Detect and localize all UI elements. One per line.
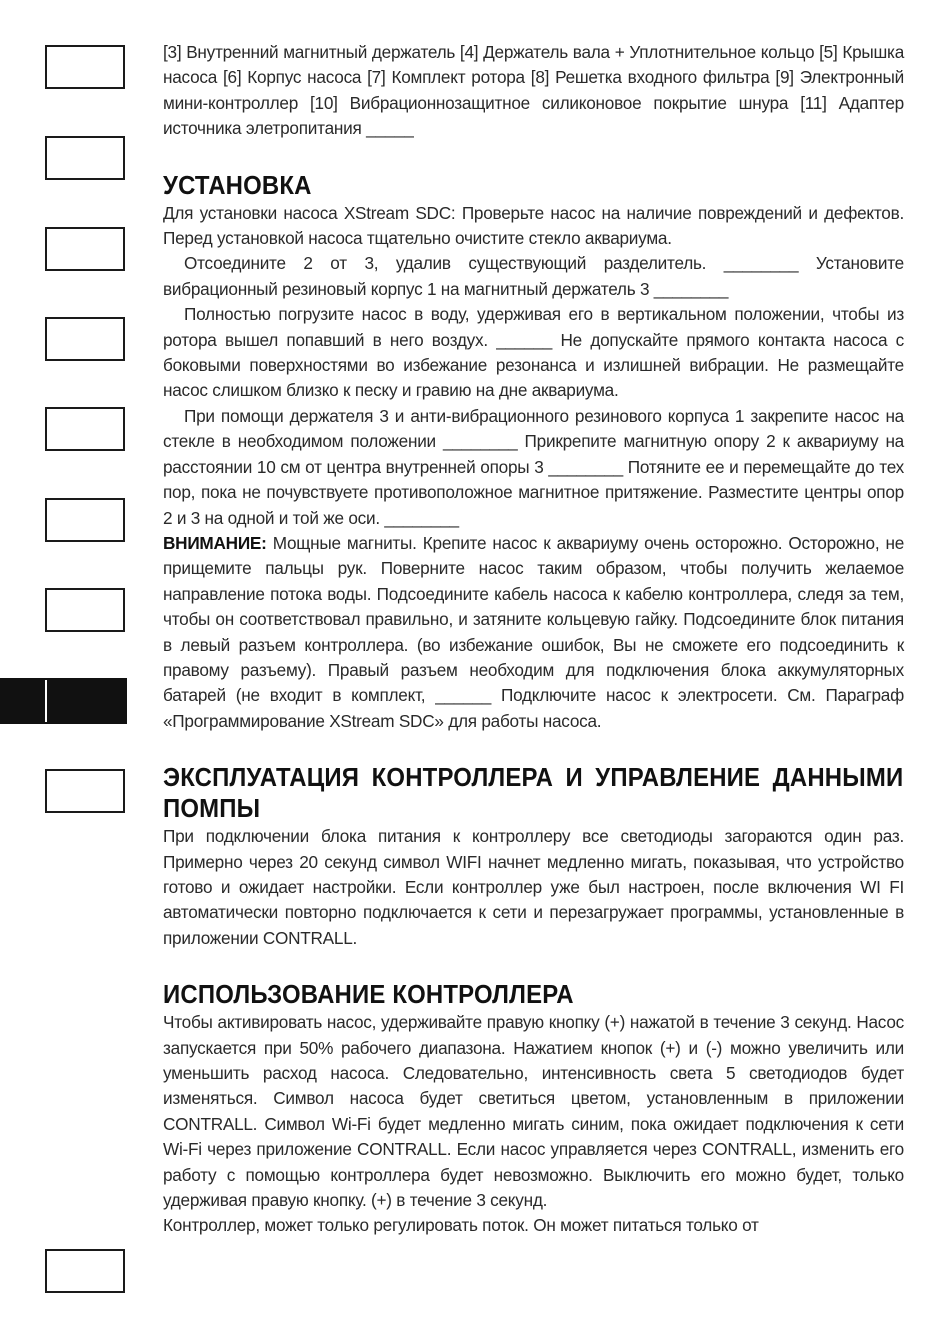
parts-list-text: [3] Внутренний магнитный держатель [4] Держатель вала + Уплотнительное кольцо [5] Крышка насоса [6] Корпус насоса [7] Комплект ротора [8] Решетка входного фильтра [9] Электронный мини-контроллер [10] Вибрационнозащитное силиконовое покрытие шнура [11] Адаптер источника элетропитания bbox=[163, 42, 904, 139]
installation-paragraph-2: Отсоедините 2 от 3, удалив существующий разделитель. ________ Установите вибрационный резиновый корпус 1 на магнитный держатель 3 ________ bbox=[163, 253, 904, 299]
side-tab-7 bbox=[45, 588, 125, 632]
usage-paragraph-1: Чтобы активировать насос, удерживайте правую кнопку (+) нажатой в течение 3 секунд. Насос запускается при 50% рабочего диапазона. Нажатием кнопок (+) и (-) можно увеличить или уменьшить расход насоса. Следовательно, интенсивность света 5 светодиодов будет изменяться. Символ насоса будет светиться цветом, установленным в приложении CONTRALL. Символ Wi-Fi будет медленно мигать синим, пока ожидает подключения к сети Wi-Fi через приложение CONTRALL. Если насос управляется через CONTRALL, изменить его работу с помощью контроллера будет невозможно. Выключить его можно будет, только удерживая правую кнопку. (+) в течение 3 секунд. bbox=[163, 1012, 904, 1211]
installation-paragraph-3: Полностью погрузите насос в воду, удерживая его в вертикальном положении, чтобы из ротора вышел попавший в него воздух. ______ Не допускайте прямого контакта насоса с боковыми поверхностями во избежание резонанса и излишней вибрации. Не размещайте насос слишком близко к песку и гравию на дне аквариума. bbox=[163, 304, 904, 401]
operation-heading: ЭКСПЛУАТАЦИЯ КОНТРОЛЛЕРА И УПРАВЛЕНИЕ ДАННЫМИ ПОМПЫ bbox=[163, 762, 904, 824]
usage-heading: ИСПОЛЬЗОВАНИЕ КОНТРОЛЛЕРА bbox=[163, 979, 574, 1010]
usage-paragraph-2: Контроллер, может только регулировать поток. Он может питаться только от bbox=[163, 1215, 759, 1236]
installation-paragraph-5 bbox=[163, 531, 904, 734]
installation-paragraph-1: Для установки насоса XStream SDC: Проверьте насос на наличие повреждений и дефектов. Перед установкой насоса тщательно очистите стекло аквариума. bbox=[163, 202, 904, 249]
side-tab-10 bbox=[45, 1249, 125, 1293]
side-tab-4 bbox=[45, 317, 125, 361]
installation-paragraph-4: При помощи держателя 3 и анти-вибрационного резинового корпуса 1 закрепите насос на стекле в необходимом положении ________ Прикрепите магнитную опору 2 к аквариуму на расстоянии 10 см от центра внутренней опоры 3 ________ Потяните ее и перемещайте до тех пор, пока не почувствуете противоположное магнитное притяжение. Разместите центры опор 2 и 3 на одной и той же оси. ________ bbox=[163, 405, 904, 528]
side-tab-active bbox=[0, 678, 127, 724]
parts-fill-line: _____ bbox=[366, 118, 414, 139]
side-tab-2 bbox=[45, 136, 125, 180]
page-content bbox=[163, 40, 904, 1239]
side-tab-9 bbox=[45, 769, 125, 813]
side-tab-1 bbox=[45, 45, 125, 89]
warning-text: Мощные магниты. Крепите насос к аквариуму очень осторожно. Осторожно, не прищемите пальцы рук. Поверните насос таким образом, чтобы получить желаемое направление потока воды. Подсоедините кабель насоса к кабелю контроллера, следя за тем, чтобы он соответствовал правильно, и затяните кольцевую гайку. Подсоедините блок питания в левый разъем контроллера. (во избежание ошибок, Вы не сможете его подсоединить к правому разъему). Правый разъем необходим для подключения блока аккумуляторных батарей (не входит в комплект, ______ Подключите насос к электросети. См. Параграф «Программирование XStream SDC» для работы насоса. bbox=[163, 532, 904, 731]
parts-list bbox=[163, 40, 904, 142]
side-tab-5 bbox=[45, 407, 125, 451]
warning-label: ВНИМАНИЕ: bbox=[163, 532, 267, 553]
installation-heading: УСТАНОВКА bbox=[163, 169, 312, 200]
side-tab-3 bbox=[45, 227, 125, 271]
side-tab-6 bbox=[45, 498, 125, 542]
operation-paragraph: При подключении блока питания к контроллеру все светодиоды загораются один раз. Примерно через 20 секунд символ WIFI начнет медленно мигать, показывая, что устройство готово и ожидает настройки. Если контроллер уже был настроен, после включения WI FI автоматически повторно подключается к сети и перезагружает программы, установленные в приложении CONTRALL. bbox=[163, 826, 904, 948]
